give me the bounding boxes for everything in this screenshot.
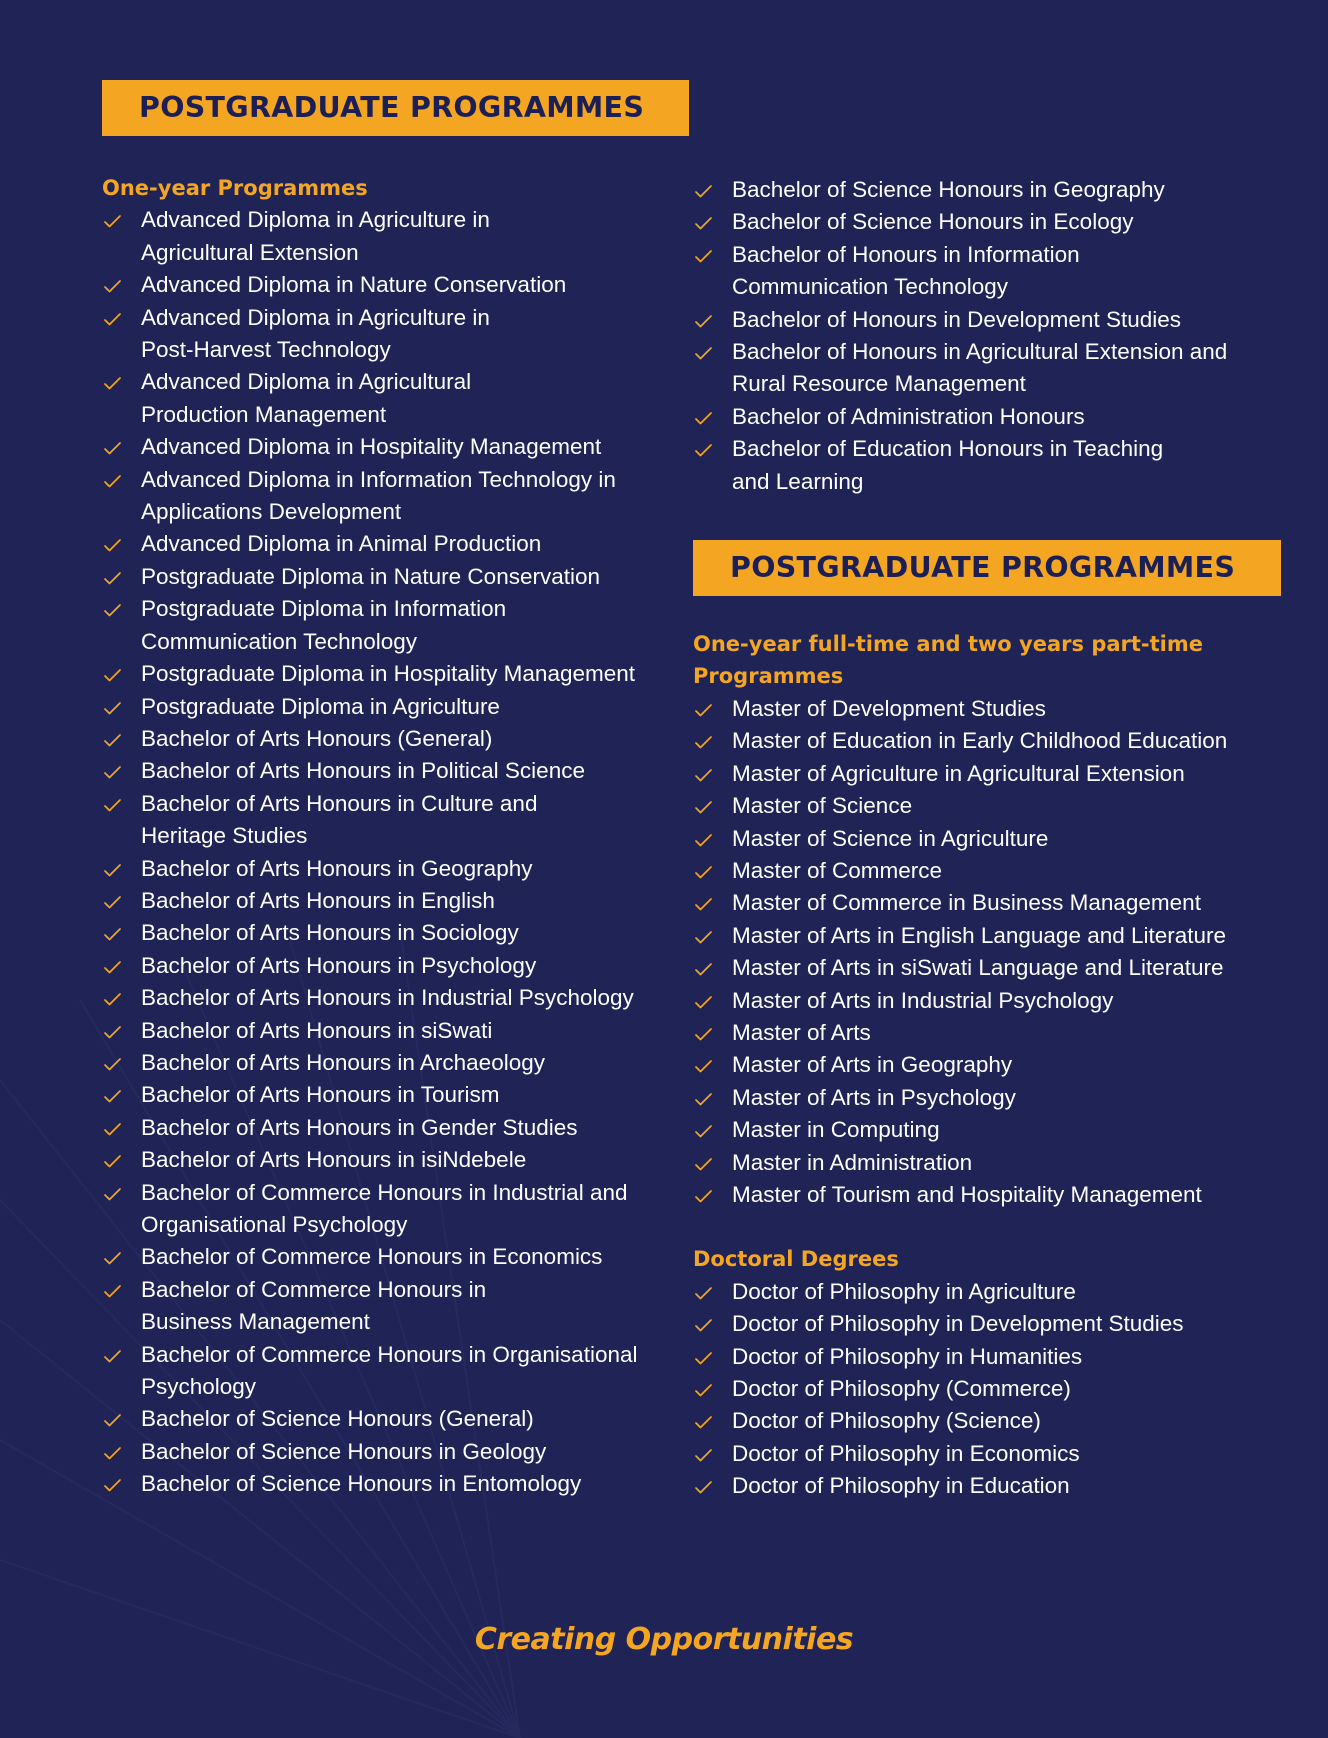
checkmark-icon <box>693 693 713 725</box>
checkmark-icon <box>693 1147 713 1179</box>
list-item <box>102 658 662 690</box>
list-item-text: Master of Arts in siSwati Language and Literature <box>732 955 1224 981</box>
list-item-text: Doctor of Philosophy in Humanities <box>732 1343 1083 1369</box>
doctoral-degrees-list <box>693 1276 1293 1503</box>
checkmark-icon <box>693 206 713 238</box>
checkmark-icon <box>102 950 122 982</box>
checkmark-icon <box>693 920 713 952</box>
checkmark-icon <box>693 1114 713 1146</box>
list-item <box>102 204 662 269</box>
list-item-text: Bachelor of Commerce Honours in Industrial and <box>141 1179 628 1205</box>
checkmark-icon <box>102 1079 122 1111</box>
list-item <box>693 758 1293 790</box>
list-item-text: Master of Arts <box>732 1019 871 1045</box>
checkmark-icon <box>102 1468 122 1500</box>
list-item <box>102 528 662 560</box>
checkmark-icon <box>693 1049 713 1081</box>
list-item-text: Bachelor of Science Honours in Geology <box>141 1438 547 1464</box>
list-item-text: Doctor of Philosophy in Economics <box>732 1440 1080 1466</box>
list-item <box>102 885 662 917</box>
list-item-text: Bachelor of Science Honours in Geography <box>732 177 1165 202</box>
list-item-text: and Learning <box>732 468 864 494</box>
list-item-text: Bachelor of Commerce Honours in Organisational <box>141 1341 638 1367</box>
checkmark-icon <box>102 853 122 885</box>
honours-programmes-list <box>693 174 1293 498</box>
checkmark-icon <box>102 1339 122 1371</box>
checkmark-icon <box>693 1470 713 1502</box>
list-item-text: Bachelor of Arts Honours in isiNdebele <box>141 1147 527 1173</box>
list-item-text: Doctor of Philosophy (Science) <box>732 1408 1041 1434</box>
list-item-text: Communication Technology <box>141 628 417 654</box>
list-item-text: Agricultural Extension <box>141 239 359 265</box>
list-item <box>693 304 1293 336</box>
checkmark-icon <box>693 1017 713 1049</box>
checkmark-icon <box>693 1082 713 1114</box>
list-item-text: Master of Commerce in Business Management <box>732 890 1201 916</box>
list-item-text: Bachelor of Arts Honours in Tourism <box>141 1082 500 1108</box>
list-item-text: Production Management <box>141 401 387 427</box>
list-item <box>693 1438 1293 1470</box>
list-item-text: Bachelor of Arts Honours in English <box>141 887 495 913</box>
checkmark-icon <box>693 1373 713 1405</box>
checkmark-icon <box>693 433 713 465</box>
list-item <box>102 1274 662 1339</box>
checkmark-icon <box>102 366 122 398</box>
masters-programmes-heading: One-year full-time and two years part-time Programmes <box>693 632 1203 689</box>
list-item <box>102 1112 662 1144</box>
list-item <box>102 593 662 658</box>
list-item <box>693 952 1293 984</box>
checkmark-icon <box>693 758 713 790</box>
checkmark-icon <box>102 1177 122 1209</box>
checkmark-icon <box>102 885 122 917</box>
list-item-text: Heritage Studies <box>141 823 308 849</box>
list-item <box>102 755 662 787</box>
list-item-text: Business Management <box>141 1309 370 1335</box>
list-item-text: Advanced Diploma in Agriculture in <box>141 304 490 330</box>
list-item <box>693 1082 1293 1114</box>
list-item <box>693 174 1293 206</box>
list-item-text: Doctor of Philosophy in Education <box>732 1473 1070 1499</box>
list-item-text: Master of Science in Agriculture <box>732 825 1049 851</box>
checkmark-icon <box>693 1308 713 1340</box>
list-item <box>102 691 662 723</box>
list-item-text: Postgraduate Diploma in Nature Conservation <box>141 563 600 589</box>
list-item-text: Doctor of Philosophy in Development Studies <box>732 1311 1184 1337</box>
list-item <box>102 723 662 755</box>
list-item <box>102 1144 662 1176</box>
list-item-text: Master of Education in Early Childhood Education <box>732 728 1228 754</box>
checkmark-icon <box>693 1179 713 1211</box>
list-item-text: Bachelor of Commerce Honours in <box>141 1276 487 1302</box>
list-item-text: Postgraduate Diploma in Hospitality Management <box>141 661 636 687</box>
checkmark-icon <box>693 855 713 887</box>
checkmark-icon <box>102 982 122 1014</box>
list-item-text: Doctor of Philosophy (Commerce) <box>732 1376 1071 1401</box>
list-item-text: Bachelor of Science Honours in Entomology <box>141 1471 582 1497</box>
checkmark-icon <box>102 1241 122 1273</box>
list-item-text: Applications Development <box>141 499 402 525</box>
list-item-text: Advanced Diploma in Agricultural <box>141 369 472 395</box>
list-item <box>102 982 662 1014</box>
list-item <box>102 950 662 982</box>
checkmark-icon <box>693 304 713 336</box>
list-item <box>693 1179 1293 1211</box>
list-item-text: Bachelor of Science Honours (General) <box>141 1406 534 1432</box>
right-column <box>693 174 1293 1503</box>
list-item-text: Advanced Diploma in Animal Production <box>141 531 542 557</box>
list-item-text: Master of Development Studies <box>732 695 1046 721</box>
list-item <box>693 336 1293 401</box>
checkmark-icon <box>102 755 122 787</box>
checkmark-icon <box>693 336 713 368</box>
list-item-text: Postgraduate Diploma in Information <box>141 596 507 622</box>
list-item <box>693 725 1293 757</box>
list-item-text: Bachelor of Science Honours in Ecology <box>732 209 1134 235</box>
checkmark-icon <box>693 887 713 919</box>
checkmark-icon <box>102 917 122 949</box>
tagline: Creating Opportunities <box>474 1622 854 1657</box>
masters-programmes-list <box>693 693 1293 1212</box>
list-item <box>102 366 662 431</box>
checkmark-icon <box>102 431 122 463</box>
list-item <box>693 1147 1293 1179</box>
list-item <box>102 1241 662 1273</box>
list-item-text: Post-Harvest Technology <box>141 337 391 363</box>
list-item <box>693 855 1293 887</box>
checkmark-icon <box>693 239 713 271</box>
list-item-text: Advanced Diploma in Agriculture in <box>141 207 490 233</box>
checkmark-icon <box>693 1341 713 1373</box>
list-item-text: Bachelor of Arts Honours in Culture and <box>141 790 538 816</box>
list-item <box>693 1405 1293 1437</box>
doctoral-degrees-heading: Doctoral Degrees <box>693 1247 899 1272</box>
list-item-text: Bachelor of Arts Honours in Industrial Psychology <box>141 985 634 1011</box>
list-item <box>693 920 1293 952</box>
list-item <box>693 1017 1293 1049</box>
checkmark-icon <box>102 204 122 236</box>
checkmark-icon <box>102 464 122 496</box>
checkmark-icon <box>102 1047 122 1079</box>
checkmark-icon <box>102 691 122 723</box>
list-item-text: Master of Tourism and Hospitality Management <box>732 1181 1202 1207</box>
checkmark-icon <box>693 985 713 1017</box>
list-item <box>693 1470 1293 1502</box>
list-item-text: Bachelor of Administration Honours <box>732 403 1085 429</box>
checkmark-icon <box>102 1015 122 1047</box>
list-item <box>102 1015 662 1047</box>
list-item <box>693 1341 1293 1373</box>
list-item-text: Rural Resource Management <box>732 371 1026 397</box>
list-item-text: Organisational Psychology <box>141 1212 408 1237</box>
list-item-text: Bachelor of Honours in Information <box>732 241 1080 267</box>
list-item <box>693 1373 1293 1405</box>
list-item <box>693 790 1293 822</box>
list-item <box>102 1468 662 1500</box>
list-item-text: Psychology <box>141 1374 257 1400</box>
checkmark-icon <box>102 302 122 334</box>
list-item <box>102 431 662 463</box>
list-item-text: Master in Computing <box>732 1117 940 1143</box>
list-item-text: Bachelor of Commerce Honours in Economics <box>141 1244 603 1270</box>
list-item-text: Bachelor of Arts Honours in Psychology <box>141 952 537 978</box>
list-item <box>693 1114 1293 1146</box>
list-item-text: Master of Agriculture in Agricultural Extension <box>732 760 1185 786</box>
checkmark-icon <box>693 725 713 757</box>
list-item-text: Bachelor of Arts Honours in siSwati <box>141 1017 493 1043</box>
one-year-programmes-list <box>102 204 662 1500</box>
list-item <box>102 1047 662 1079</box>
checkmark-icon <box>693 823 713 855</box>
list-item-text: Bachelor of Honours in Agricultural Extension and <box>732 339 1228 365</box>
list-item <box>102 302 662 367</box>
checkmark-icon <box>693 790 713 822</box>
list-item-text: Advanced Diploma in Nature Conservation <box>141 272 567 298</box>
list-item-text: Master of Arts in English Language and Literature <box>732 922 1227 948</box>
checkmark-icon <box>102 1144 122 1176</box>
checkmark-icon <box>693 952 713 984</box>
list-item <box>102 1079 662 1111</box>
checkmark-icon <box>102 269 122 301</box>
list-item <box>102 917 662 949</box>
checkmark-icon <box>102 1436 122 1468</box>
checkmark-icon <box>102 561 122 593</box>
checkmark-icon <box>102 788 122 820</box>
list-item-text: Bachelor of Arts Honours in Sociology <box>141 920 519 946</box>
list-item-text: Bachelor of Arts Honours in Geography <box>141 855 533 881</box>
list-item <box>102 1403 662 1435</box>
list-item-text: Master of Arts in Psychology <box>732 1084 1016 1110</box>
list-item-text: Master of Arts in Industrial Psychology <box>732 987 1114 1013</box>
list-item <box>102 788 662 853</box>
list-item <box>693 823 1293 855</box>
list-item-text: Communication Technology <box>732 274 1008 300</box>
checkmark-icon <box>693 1438 713 1470</box>
list-item-text: Master of Arts in Geography <box>732 1052 1013 1078</box>
checkmark-icon <box>102 593 122 625</box>
one-year-programmes-heading: One-year Programmes <box>102 176 368 200</box>
checkmark-icon <box>693 1405 713 1437</box>
list-item-text: Bachelor of Arts Honours (General) <box>141 725 493 751</box>
list-item <box>102 561 662 593</box>
list-item-text: Bachelor of Arts Honours in Archaeology <box>141 1049 545 1075</box>
list-item <box>693 887 1293 919</box>
list-item <box>102 1177 662 1242</box>
checkmark-icon <box>102 528 122 560</box>
list-item-text: Master of Science <box>732 793 913 819</box>
list-item-text: Master in Administration <box>732 1149 973 1175</box>
list-item <box>693 239 1293 304</box>
list-item-text: Doctor of Philosophy in Agriculture <box>732 1278 1076 1304</box>
list-item-text: Postgraduate Diploma in Agriculture <box>141 693 500 719</box>
list-item <box>102 464 662 529</box>
list-item-text: Bachelor of Arts Honours in Gender Studies <box>141 1114 578 1140</box>
list-item-text: Bachelor of Honours in Development Studies <box>732 306 1182 332</box>
list-item <box>693 1049 1293 1081</box>
checkmark-icon <box>102 1403 122 1435</box>
list-item <box>693 433 1293 498</box>
list-item <box>102 853 662 885</box>
checkmark-icon <box>102 658 122 690</box>
list-item <box>693 1308 1293 1340</box>
checkmark-icon <box>693 1276 713 1308</box>
list-item <box>102 1339 662 1404</box>
list-item <box>693 693 1293 725</box>
list-item <box>102 269 662 301</box>
postgraduate-banner-2: POSTGRADUATE PROGRAMMES <box>693 540 1281 596</box>
list-item <box>693 985 1293 1017</box>
list-item-text: Advanced Diploma in Hospitality Management <box>141 434 602 460</box>
postgraduate-banner: POSTGRADUATE PROGRAMMES <box>102 80 689 136</box>
checkmark-icon <box>693 401 713 433</box>
checkmark-icon <box>102 723 122 755</box>
list-item <box>693 401 1293 433</box>
list-item-text: Bachelor of Arts Honours in Political Science <box>141 758 585 784</box>
checkmark-icon <box>102 1274 122 1306</box>
list-item <box>693 206 1293 238</box>
list-item-text: Master of Commerce <box>732 857 943 883</box>
list-item-text: Advanced Diploma in Information Technology in <box>141 466 616 492</box>
left-column <box>102 80 662 1501</box>
checkmark-icon <box>102 1112 122 1144</box>
list-item <box>693 1276 1293 1308</box>
checkmark-icon <box>693 174 713 206</box>
list-item <box>102 1436 662 1468</box>
list-item-text: Bachelor of Education Honours in Teaching <box>732 436 1164 462</box>
